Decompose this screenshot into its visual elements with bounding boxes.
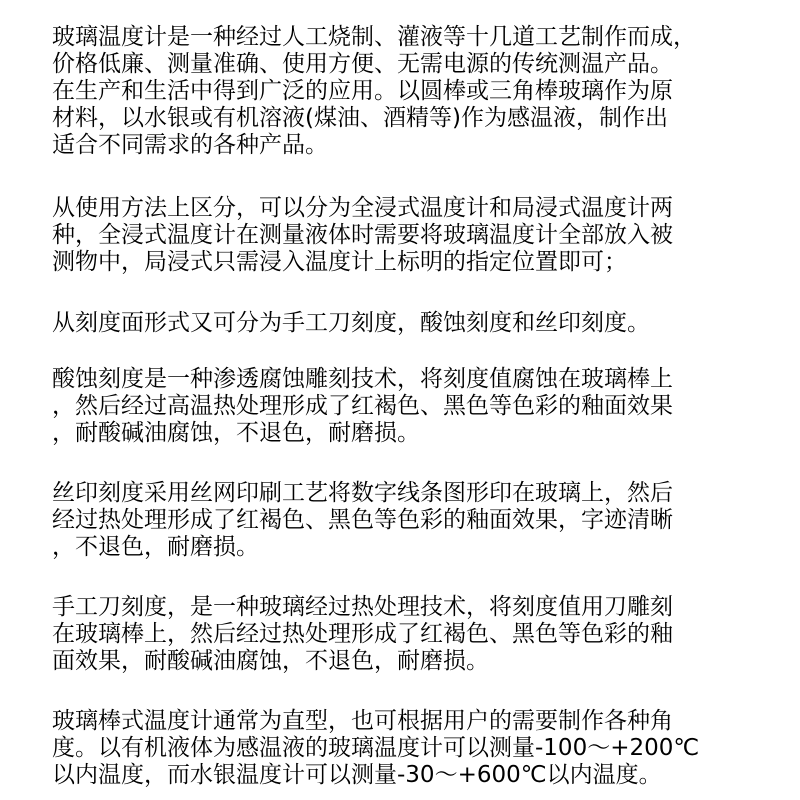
text-line: ，耐酸碱油腐蚀，不退色，耐磨损。 — [52, 420, 420, 446]
text-line: 从使用方法上区分，可以分为全浸式温度计和局浸式温度计两 — [52, 195, 673, 221]
text-line: 玻璃温度计是一种经过人工烧制、灌液等十几道工艺制作而成， — [52, 24, 696, 50]
text-line: 丝印刻度采用丝网印刷工艺将数字线条图形印在玻璃上，然后 — [52, 480, 673, 506]
text-line: 在玻璃棒上，然后经过热处理形成了红褐色、黑色等色彩的釉 — [52, 621, 673, 647]
text-line: 价格低廉、测量准确、使用方便、无需电源的传统测温产品。 — [52, 51, 673, 77]
text-line: ，然后经过高温热处理形成了红褐色、黑色等色彩的釉面效果 — [52, 393, 673, 419]
text-line: 酸蚀刻度是一种渗透腐蚀雕刻技术，将刻度值腐蚀在玻璃棒上 — [52, 366, 673, 392]
text-line: 在生产和生活中得到广泛的应用。以圆棒或三角棒玻璃作为原 — [52, 78, 673, 104]
text-line: 材料，以水银或有机溶液(煤油、酒精等)作为感温液，制作出 — [52, 105, 668, 131]
text-line: 度。以有机液体为感温液的玻璃温度计可以测量-100～+200℃ — [52, 735, 700, 761]
text-line: 经过热处理形成了红褐色、黑色等色彩的釉面效果，字迹清晰 — [52, 507, 673, 533]
text-line: ，不退色，耐磨损。 — [52, 534, 259, 560]
text-line: 面效果，耐酸碱油腐蚀，不退色，耐磨损。 — [52, 648, 489, 674]
text-line: 以内温度，而水银温度计可以测量-30～+600℃以内温度。 — [52, 762, 662, 788]
text-line: 手工刀刻度，是一种玻璃经过热处理技术，将刻度值用刀雕刻 — [52, 594, 673, 620]
text-line: 适合不同需求的各种产品。 — [52, 132, 328, 158]
text-line: 种，全浸式温度计在测量液体时需要将玻璃温度计全部放入被 — [52, 222, 673, 248]
text-line: 从刻度面形式又可分为手工刀刻度，酸蚀刻度和丝印刻度。 — [52, 310, 650, 336]
text-line: 测物中，局浸式只需浸入温度计上标明的指定位置即可； — [52, 249, 627, 275]
text-line: 玻璃棒式温度计通常为直型，也可根据用户的需要制作各种角 — [52, 708, 673, 734]
